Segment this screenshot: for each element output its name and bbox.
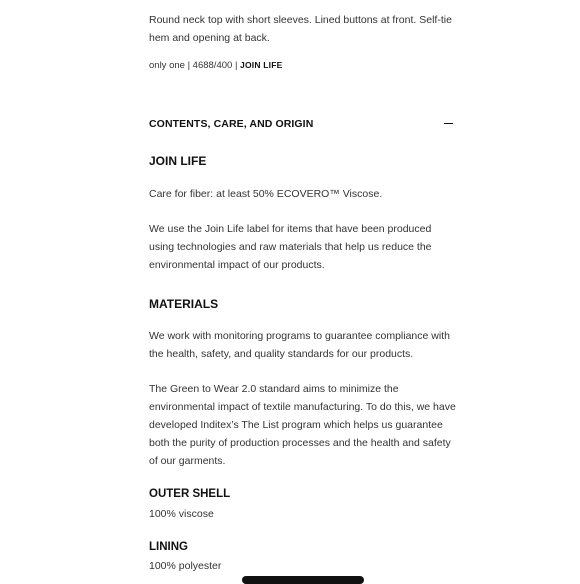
lining-heading: LINING [149,541,188,553]
contents-care-origin-accordion[interactable] [149,116,453,132]
lining-value: 100% polyester [149,560,222,572]
materials-paragraph-1: We work with monitoring programs to guarantee compliance with the health, safety, and quality standards for our products. [149,330,450,360]
materials-paragraph-2: The Green to Wear 2.0 standard aims to minimize the environmental impact of textile manufacturing. To do this, we have developed Inditex’s The List program which helps us guarantee both the purity of production processes and the health and safety of our garments. [149,383,456,467]
product-description: Round neck top with short sleeves. Lined buttons at front. Self-tie hem and opening at back. [149,14,452,44]
outer-shell-heading: OUTER SHELL [149,488,231,500]
minus-icon[interactable] [444,123,453,124]
accordion-title: CONTENTS, CARE, AND ORIGIN [149,118,314,130]
join-life-care-text: Care for fiber: at least 50% ECOVERO™ Viscose. [149,188,383,200]
separator: | [234,60,238,71]
outer-shell-value: 100% viscose [149,508,214,520]
home-indicator[interactable] [242,576,364,584]
reference-number: 4688/400 [192,60,233,71]
separator: | [187,60,191,71]
join-life-heading: JOIN LIFE [149,154,207,168]
join-life-badge[interactable]: JOIN LIFE [240,60,283,70]
product-reference-line [149,58,282,73]
availability-text: only one [149,60,185,71]
materials-heading: MATERIALS [149,297,219,311]
join-life-info-text: We use the Join Life label for items that have been produced using technologies and raw materials that help us reduce the environmental impact of our products. [149,223,432,271]
